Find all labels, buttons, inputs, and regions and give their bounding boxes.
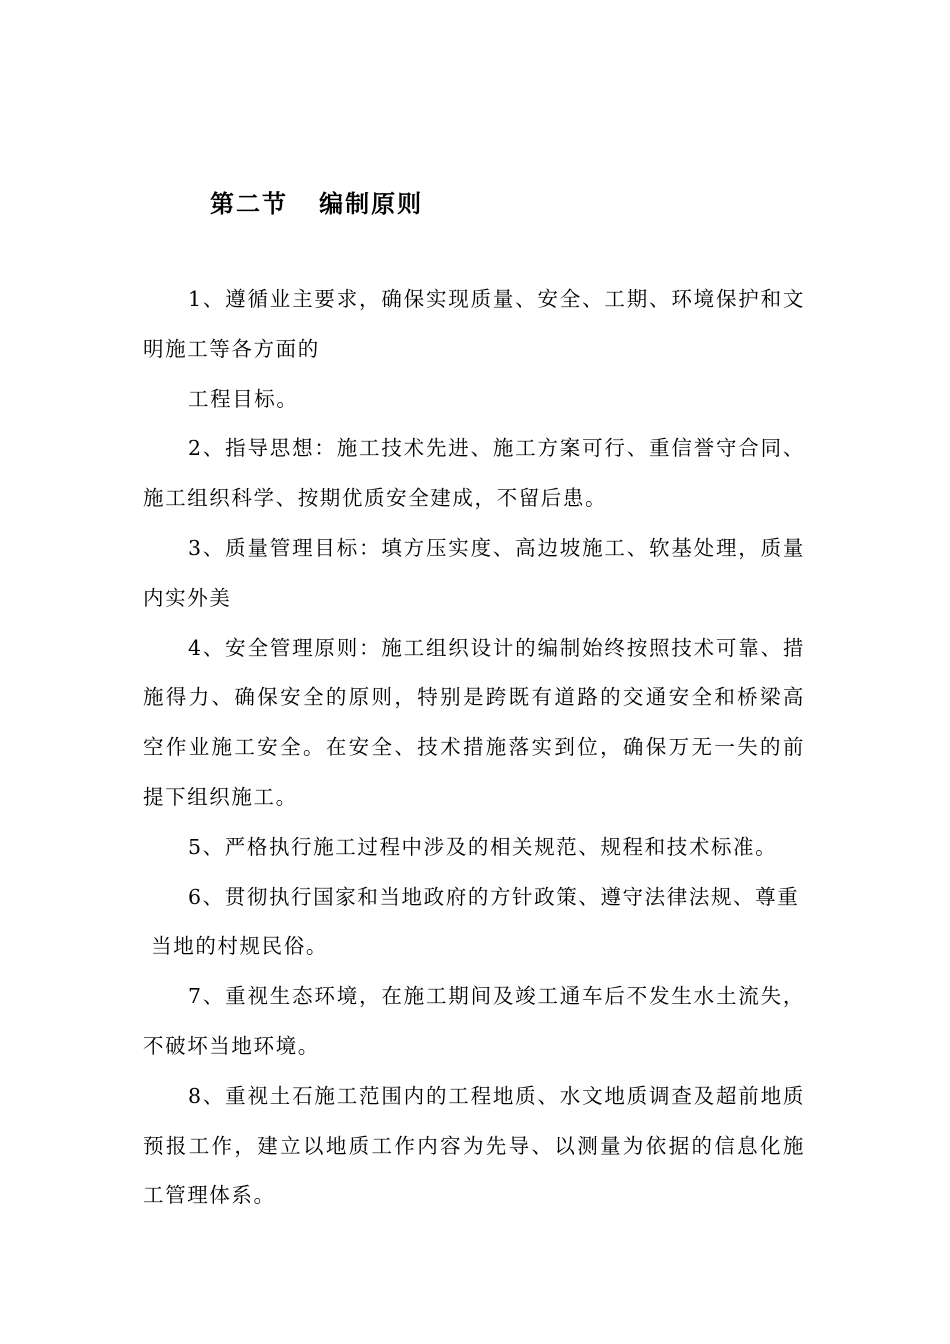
paragraph-4: 4、安全管理原则：施工组织设计的编制始终按照技术可靠、措施得力、确保安全的原则，特别是跨既有道路的交通安全和桥梁高空作业施工安全。在安全、技术措施落实到位，确保万无一失的前提下组织施工。: [143, 635, 805, 809]
paragraph-1-continuation: 工程目标。: [188, 386, 299, 411]
paragraph-5: 5、严格执行施工过程中涉及的相关规范、规程和技术标准。: [188, 834, 778, 859]
document-body: [143, 275, 805, 1221]
section-title: 第二节 编制原则: [210, 189, 424, 218]
paragraph-2: 2、指导思想：施工技术先进、施工方案可行、重信誉守合同、施工组织科学、按期优质安全建成，不留后患。: [143, 436, 805, 511]
paragraph-7: 7、重视生态环境，在施工期间及竣工通车后不发生水土流失，不破坏当地环境。: [143, 984, 805, 1058]
paragraph-8: 8、重视土石施工范围内的工程地质、水文地质调查及超前地质预报工作，建立以地质工作内容为先导、以测量为依据的信息化施工管理体系。: [143, 1083, 805, 1208]
paragraph-6: 6、贯彻执行国家和当地政府的方针政策、遵守法律法规、尊重: [188, 884, 800, 909]
paragraph-1: 1、遵循业主要求，确保实现质量、安全、工期、环境保护和文明施工等各方面的: [143, 287, 805, 361]
paragraph-6-continuation: 当地的村规民俗。: [143, 934, 328, 959]
paragraph-3: 3、质量管理目标：填方压实度、高边坡施工、软基处理，质量内实外美: [143, 535, 805, 610]
